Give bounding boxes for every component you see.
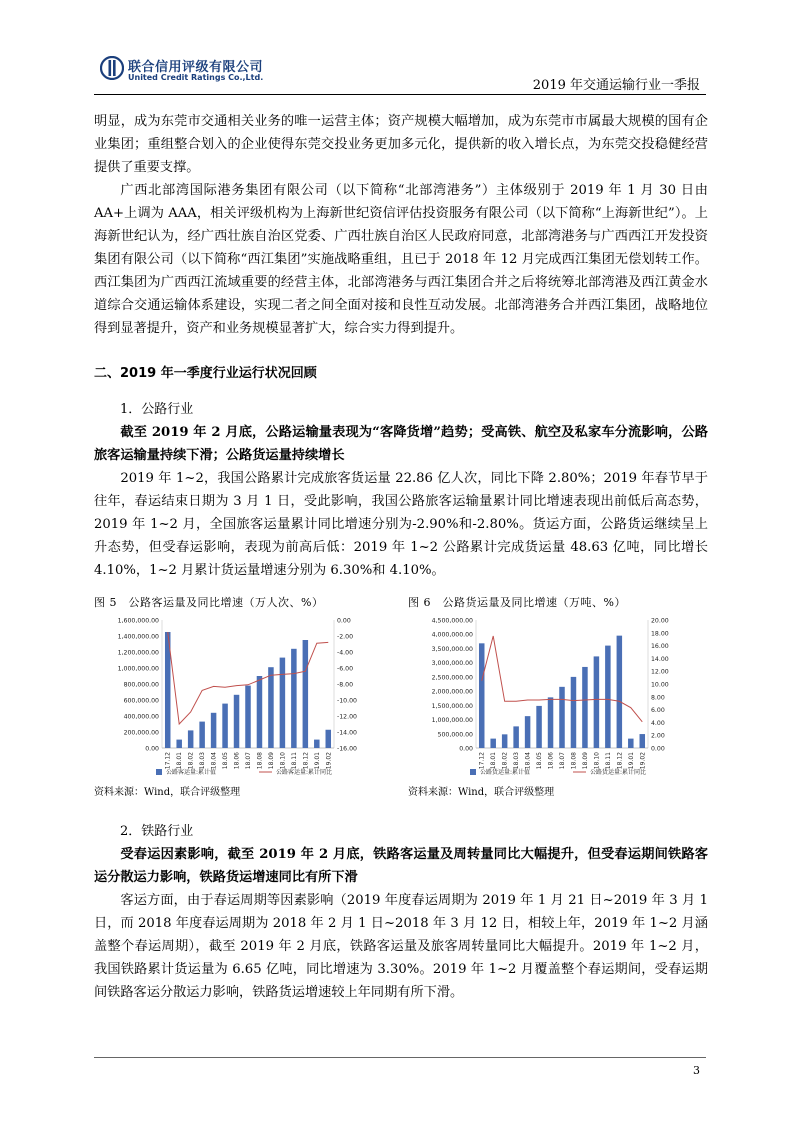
figure-5	[94, 594, 394, 798]
section-heading: 二、2019 年一季度行业运行状况回顾	[94, 366, 317, 381]
y-tick-label-left: 2,500,000.00	[431, 674, 473, 682]
y-tick-label-left: 3,500,000.00	[431, 645, 473, 653]
y-tick-label-left: 0.00	[145, 745, 159, 753]
y-tick-label-right: 20.00	[651, 617, 669, 625]
x-tick-label: 18.08	[256, 752, 264, 770]
x-tick-label: 18.10	[593, 752, 601, 770]
x-tick-label: 19.02	[325, 752, 333, 770]
bar	[291, 649, 297, 748]
x-tick-label: 18.03	[199, 752, 207, 770]
legend-label: 公路货运量:累计同比	[590, 769, 647, 776]
figure-title: 图 6 公路货运量及同比增速（万吨、%）	[408, 596, 626, 609]
bar	[222, 704, 228, 748]
bar	[605, 646, 611, 748]
x-tick-label: 18.10	[279, 752, 287, 770]
paragraph: 2019 年 1~2，我国公路累计完成旅客货运量 22.86 亿人次，同比下降 2.80%；2019 年春节早于往年，春运结束日期为 3 月 1 日，受此影响，我国公路旅客运输量累计同比增速表现出前低后高态势，2019 年 1~2 月，全国旅客运量累计同比增速分别为-2.90%和-2.80%。货运方面，公路货运继续呈上升态势，但受春运影响，表现为前高后低：2019 年 1~2 公路累计完成货运量 48.63 亿吨，同比增长 4.10%，1~2 月累计货运量增速分别为 6.30%和 4.10%。	[94, 471, 708, 578]
y-tick-label-right: -12.00	[337, 713, 357, 721]
subsection-heading: 1．公路行业	[120, 402, 194, 417]
subsection-heading: 2．铁路行业	[120, 824, 194, 839]
bar	[245, 686, 251, 748]
y-tick-label-right: -6.00	[337, 665, 354, 673]
bar	[176, 740, 182, 748]
bar	[582, 667, 588, 748]
bar	[479, 643, 485, 748]
y-tick-label-left: 800,000.00	[123, 681, 159, 689]
y-tick-label-left: 2,000,000.00	[431, 688, 473, 696]
chart-freight	[408, 614, 708, 782]
y-tick-label-left: 1,400,000.00	[117, 633, 159, 641]
bar	[257, 676, 263, 748]
bar	[490, 739, 496, 748]
x-tick-label: 18.11	[604, 752, 612, 770]
x-tick-label: 18.12	[616, 752, 624, 770]
y-tick-label-right: 2.00	[651, 732, 665, 740]
x-tick-label: 18.05	[222, 752, 230, 770]
chart-passenger	[94, 614, 394, 782]
x-tick-label: 18.12	[302, 752, 310, 770]
page-body	[94, 110, 708, 1004]
y-tick-label-right: 10.00	[651, 681, 669, 689]
x-tick-label: 19.01	[627, 752, 635, 770]
company-name-en: United Credit Ratings Co.,Ltd.	[128, 73, 264, 82]
x-tick-label: 19.01	[313, 752, 321, 770]
bar	[188, 730, 194, 748]
y-tick-label-right: 6.00	[651, 707, 665, 715]
x-tick-label: 19.02	[639, 752, 647, 770]
y-tick-label-right: 16.00	[651, 643, 669, 651]
x-tick-label: 18.07	[245, 752, 252, 770]
ucr-logo-icon	[100, 56, 124, 80]
legend-label: 公路货运量:累计值	[480, 769, 531, 776]
y-tick-label-left: 200,000.00	[123, 729, 159, 737]
y-tick-label-left: 400,000.00	[123, 713, 159, 721]
company-name-cn: 联合信用评级有限公司	[128, 60, 264, 75]
y-tick-label-right: 0.00	[651, 745, 665, 753]
x-tick-label: 18.01	[490, 752, 498, 770]
page-number: 3	[693, 1064, 700, 1077]
bar	[640, 734, 646, 748]
bar	[513, 726, 519, 748]
bar	[314, 740, 320, 748]
x-tick-label: 18.05	[536, 752, 544, 770]
y-tick-label-left: 4,500,000.00	[431, 617, 473, 625]
x-tick-label: 18.02	[501, 752, 509, 770]
bar	[502, 734, 508, 748]
figure-source: 资料来源：Wind，联合评级整理	[94, 787, 241, 798]
y-tick-label-right: 0.00	[337, 617, 351, 625]
figure-6	[408, 594, 708, 798]
x-tick-label: 18.07	[559, 752, 566, 770]
y-tick-label-left: 1,000,000.00	[117, 665, 159, 673]
x-tick-label: 18.06	[233, 752, 241, 770]
y-tick-label-left: 1,000,000.00	[431, 717, 473, 725]
bar	[559, 687, 565, 748]
x-tick-label: 18.04	[210, 752, 218, 770]
report-title: 2019 年交通运输行业一季报	[532, 78, 700, 93]
y-tick-label-left: 1,500,000.00	[431, 702, 473, 710]
y-tick-label-right: -8.00	[337, 681, 354, 689]
y-tick-label-right: 14.00	[651, 655, 669, 663]
paragraph: 广西北部湾国际港务集团有限公司（以下简称“北部湾港务”）主体级别于 2019 年 1 月 30 日由 AA+上调为 AAA，相关评级机构为上海新世纪资信评估投资服务有限公司（以下简称“上海新世纪”）。上海新世纪认为，经广西壮族自治区党委、广西壮族自治区人民政府同意，北部湾港务与广西西江开发投资集团有限公司（以下简称“西江集团”实施战略重组，且已于 2018 年 12 月完成西江集团无偿划转工作。西江集团为广西西江流域重要的经营主体，北部湾港务与西江集团合并之后将统筹北部湾港及西江黄金水道综合交通运输体系建设，实现二者之间全面对接和良性互动发展。北部湾港务合并西江集团，战略地位得到显著提升，资产和业务规模显著扩大，综合实力得到提升。	[94, 183, 708, 336]
x-tick-label: 17.12	[478, 752, 486, 770]
x-tick-label: 18.08	[570, 752, 578, 770]
legend-swatch-bar	[156, 769, 162, 775]
company-logo	[100, 56, 280, 90]
bar	[326, 730, 332, 748]
y-tick-label-right: -16.00	[337, 745, 357, 753]
figure-source: 资料来源：Wind，联合评级整理	[408, 787, 555, 798]
x-tick-label: 18.09	[267, 752, 275, 770]
bold-summary: 受春运因素影响，截至 2019 年 2 月底，铁路客运量及周转量同比大幅提升，但受春运期间铁路客运分散运力影响，铁路货运增速同比有所下滑	[94, 847, 708, 885]
footer-divider	[94, 1057, 706, 1058]
x-tick-label: 18.09	[581, 752, 589, 770]
y-tick-label-right: -2.00	[337, 633, 354, 641]
bar	[571, 677, 577, 748]
bold-summary: 截至 2019 年 2 月底，公路运输量表现为“客降货增”趋势；受高铁、航空及私家车分流影响，公路旅客运输量持续下滑；公路货运量持续增长	[94, 425, 708, 463]
y-tick-label-right: -10.00	[337, 697, 357, 705]
bar	[199, 722, 205, 748]
y-tick-label-left: 600,000.00	[123, 697, 159, 705]
bar	[536, 706, 542, 748]
header-divider	[94, 94, 706, 95]
bar	[548, 697, 554, 748]
bar	[617, 636, 623, 748]
bar	[234, 695, 240, 748]
x-tick-label: 18.11	[290, 752, 298, 770]
legend-label: 公路客运量:累计同比	[276, 769, 333, 776]
x-tick-label: 18.03	[513, 752, 521, 770]
bar	[303, 640, 309, 748]
x-tick-label: 18.01	[176, 752, 184, 770]
figure-title: 图 5 公路客运量及同比增速（万人次、%）	[94, 596, 324, 609]
figures-row	[94, 594, 708, 804]
bar	[268, 667, 274, 748]
x-tick-label: 18.02	[187, 752, 195, 770]
bar	[594, 656, 600, 748]
y-tick-label-left: 1,600,000.00	[117, 617, 159, 625]
bar	[280, 658, 286, 748]
x-tick-label: 18.06	[547, 752, 555, 770]
y-tick-label-left: 500,000.00	[437, 731, 473, 739]
y-tick-label-right: -4.00	[337, 649, 354, 657]
paragraph: 明显，成为东莞市交通相关业务的唯一运营主体；资产规模大幅增加，成为东莞市市属最大规模的国有企业集团；重组整合划入的企业使得东莞交投业务更加多元化，提供新的收入增长点，为东莞交投稳健经营提供了重要支撑。	[94, 114, 708, 175]
legend-swatch-bar	[470, 769, 476, 775]
paragraph: 客运方面，由于春运周期等因素影响（2019 年度春运周期为 2019 年 1 月 21 日~2019 年 3 月 1 日，而 2018 年度春运周期为 2018 年 2 月 1 日~2018 年 3 月 12 日，相较上年，2019 年 1~2 月涵盖整个春运周期），截至 2019 年 2 月底，铁路客运量及旅客周转量同比大幅提升。2019 年 1~2 月，我国铁路累计货运量为 6.65 亿吨，同比增速为 3.30%。2019 年 1~2 月覆盖整个春运期间，受春运期间铁路客运分散运力影响，铁路货运增速较上年同期有所下滑。	[94, 893, 708, 1000]
x-tick-label: 17.12	[164, 752, 172, 770]
y-tick-label-left: 0.00	[459, 745, 473, 753]
bar	[211, 713, 217, 748]
y-tick-label-right: 8.00	[651, 694, 665, 702]
y-tick-label-left: 4,000,000.00	[431, 631, 473, 639]
legend-label: 公路客运量:累计值	[166, 769, 217, 776]
bar	[525, 716, 531, 748]
y-tick-label-right: 4.00	[651, 719, 665, 727]
y-tick-label-right: 18.00	[651, 630, 669, 638]
bar	[628, 739, 634, 748]
y-tick-label-right: -14.00	[337, 729, 357, 737]
y-tick-label-right: 12.00	[651, 668, 669, 676]
y-tick-label-left: 1,200,000.00	[117, 649, 159, 657]
y-tick-label-left: 3,000,000.00	[431, 660, 473, 668]
x-tick-label: 18.04	[524, 752, 532, 770]
